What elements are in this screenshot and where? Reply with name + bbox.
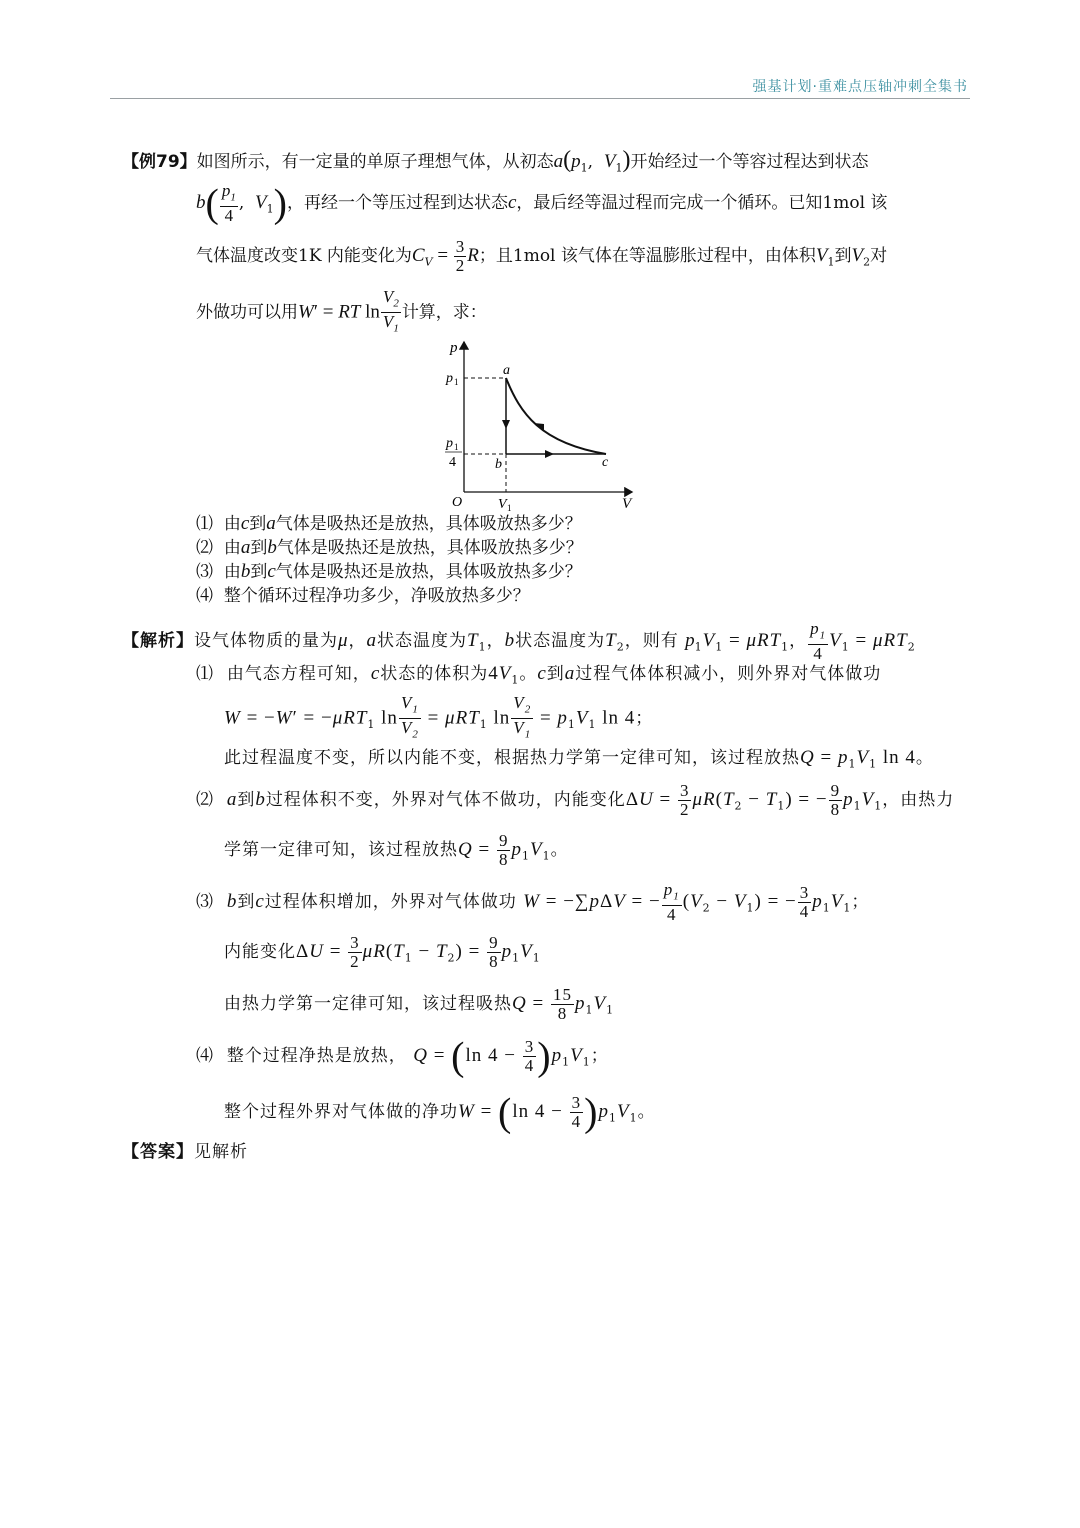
example-text: ；且1mol 该气体在等温膨胀过程中，由体积: [478, 246, 816, 266]
header-title: 强基计划·重难点压轴冲刺全集书: [752, 79, 968, 95]
label-point-b: b: [495, 457, 502, 472]
solution-part-4-line-1: ⑷ 整个过程净热是放热， Q = (ln 4 − $\frac{3}{4}$ )$p_1V_1$；: [196, 1033, 609, 1079]
pv-diagram: [440, 338, 640, 514]
example-line-4: 外做功可以用W′ = RT ln $\frac{V_2}{V_1}$ 计算，求：: [196, 287, 487, 335]
label-p-axis: p: [450, 340, 458, 356]
example-text: 气体温度改变1K 内能变化为: [196, 246, 412, 266]
answer: [122, 1140, 248, 1164]
label-p1: p: [446, 371, 453, 386]
page-header: [110, 72, 970, 99]
solution-tag: 【解析】: [122, 631, 194, 652]
label-v1: V: [498, 497, 507, 512]
example-text: ，再经一个等压过程到达状态: [286, 193, 508, 214]
solution-part-3-line-3: 由热力学第一定律可知，该过程吸热Q = $\frac{15}{8}$ $p_1V_1$: [224, 985, 615, 1023]
solution-part-3-line-2: 内能变化ΔU = $\frac{3}{2}$ $\mu R(T_1 - T_2)$ = $\frac{9}{8}$ $p_1V_1$: [224, 933, 541, 971]
answer-text: 见解析: [194, 1142, 248, 1162]
answer-tag: 【答案】: [122, 1142, 194, 1162]
example-line-2: b( $\frac{p_1}{4}$ , $V_1$)，再经一个等压过程到达状态c，最后经等温过程而完成一个循环。已知1mol 该: [196, 180, 888, 226]
example-text: 外做功可以用: [196, 302, 298, 323]
example-text: 计算，求：: [401, 302, 487, 323]
arrow-bc: [545, 450, 554, 458]
example-text: 开始经过一个等容过程达到状态: [630, 152, 869, 172]
solution-intro: 【解析】设气体物质的量为μ，a状态温度为$T_1$，b状态温度为$T_2$，则有 $p_1V_1 = \mu RT_1$， $\frac{p_1}{4}$ $V_1 = \mu RT_2$: [122, 619, 916, 664]
label-point-c: c: [602, 455, 609, 470]
label-point-a: a: [503, 363, 510, 378]
solution-part-1-line-2: W = −W′ = −μRT$_1$ ln $\frac{V_1}{V_2}$ = μRT$_1$ ln $\frac{V_2}{V_1}$ = $p_1V_1$ ln 4；: [224, 693, 654, 741]
process-ca: [506, 378, 606, 454]
question-3: ⑶ 由b到c气体是吸热还是放热，具体吸放热多少？: [196, 561, 582, 582]
example-text: ，最后经等温过程而完成一个循环。已知1mol 该: [516, 193, 888, 214]
example-text: 如图所示，有一定量的单原子理想气体，从初态: [196, 152, 554, 172]
question-1: ⑴ 由c到a气体是吸热还是放热，具体吸放热多少？: [196, 513, 582, 534]
example-tag: 【例79】: [122, 152, 197, 172]
label-origin: O: [452, 495, 463, 510]
label-v1-sub: 1: [507, 503, 512, 513]
solution-part-2-line-2: 学第一定律可知，该过程放热Q = $\frac{9}{8}$ $p_1V_1$。: [224, 831, 569, 869]
question-2: ⑵ 由a到b气体是吸热还是放热，具体吸放热多少？: [196, 537, 583, 558]
solution-part-3-line-1: ⑶ b到c过程体积增加，外界对气体做功 W = −∑pΔV = − $\frac{p_1}{4}$ $(V_2 - V_1)$ = − $\frac{3}{4}$ $p_1V_1$；: [196, 879, 870, 925]
example-line-3: 气体温度改变1K 内能变化为$C_V$ = $\frac{3}{2}$ R；且1mol 该气体在等温膨胀过程中，由体积$V_1$到$V_2$对: [196, 237, 888, 275]
solution-part-1-line-1: ⑴ 由气态方程可知，c状态的体积为$4V_1$。c到a过程气体体积减小，则外界对气体做功: [196, 663, 882, 687]
label-v-axis: V: [622, 496, 632, 512]
label-p1-over4-sub: 1: [454, 442, 459, 452]
solution-part-2-line-1: ⑵ a到b过程体积不变，外界对气体不做功，内能变化ΔU = $\frac{3}{2}$ $\mu R(T_2 - T_1)$ = − $\frac{9}{8}$ $p_1V_1$，由热力: [196, 781, 955, 819]
question-4: ⑷ 整个循环过程净功多少，净吸放热多少？: [196, 586, 530, 606]
arrow-ab: [502, 420, 510, 429]
example-line-1: 【例79】如图所示，有一定量的单原子理想气体，从初态$a(p_1$, $V_1$)开始经过一个等容过程达到状态: [122, 147, 869, 175]
solution-part-1-line-3: 此过程温度不变，所以内能不变，根据热力学第一定律可知，该过程放热$Q = p_1V_1$ ln 4。: [224, 747, 934, 771]
label-p1-over4-num: p: [446, 436, 453, 451]
label-p1-over4-den: 4: [449, 455, 456, 470]
label-p1-sub: 1: [454, 377, 459, 387]
solution-part-4-line-2: 整个过程外界对气体做的净功W = (ln 4 − $\frac{3}{4}$ )$p_1V_1$。: [224, 1089, 656, 1135]
